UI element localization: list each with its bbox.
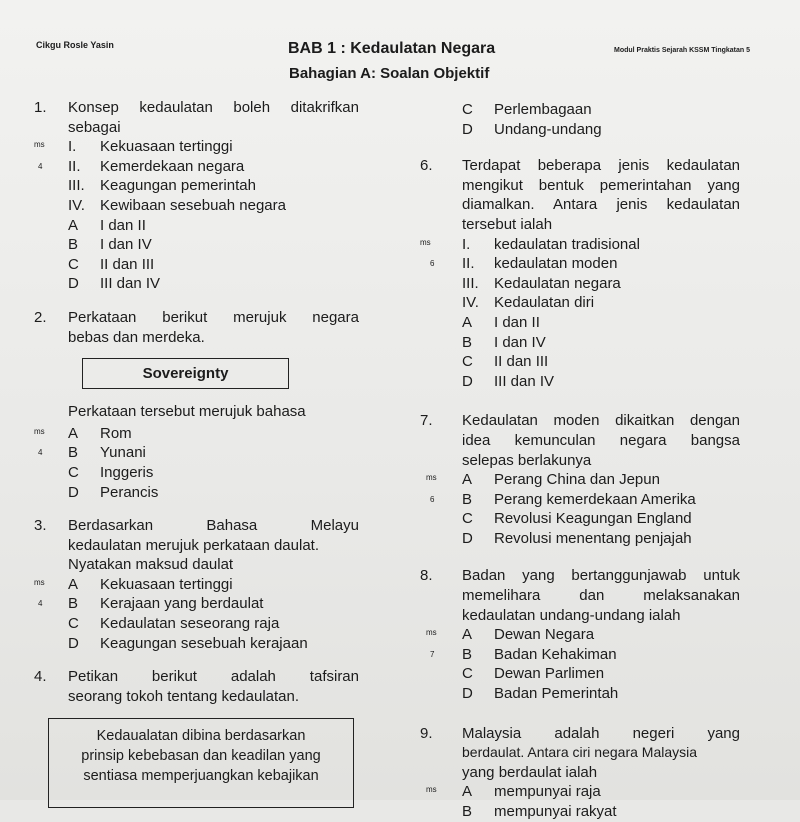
option-letter: D: [462, 372, 473, 390]
question-9: [420, 724, 740, 822]
page-mark: 6: [430, 259, 435, 269]
option-letter: A: [462, 783, 473, 801]
question-stem: Badan yang bertanggunjawab untuk: [462, 567, 740, 585]
option-letter: C: [68, 255, 79, 273]
item-text: Kekuasaan tertinggi: [100, 138, 233, 156]
option-text: I dan IV: [494, 333, 546, 351]
option-text: Perang China dan Jepun: [494, 471, 660, 489]
question-3: [34, 516, 359, 653]
boxed-word: Sovereignty: [142, 365, 229, 383]
question-stem: bebas dan merdeka.: [68, 328, 205, 346]
option-text: Undang-undang: [494, 120, 602, 138]
item-text: Kewibaan sesebuah negara: [100, 196, 286, 214]
item-text: kedaulatan tradisional: [494, 235, 640, 253]
question-7: [420, 411, 740, 548]
option-letter: C: [68, 463, 79, 481]
option-text: Kekuasaan tertinggi: [100, 575, 233, 593]
option-text: Kerajaan yang berdaulat: [100, 595, 264, 613]
ms-note: ms: [426, 628, 437, 638]
question-number: 9.: [420, 724, 433, 742]
question-1: [34, 98, 359, 294]
question-stem: tersebut ialah: [462, 215, 553, 233]
question-stem: seorang tokoh tentang kedaulatan.: [68, 687, 300, 705]
option-text: Revolusi menentang penjajah: [494, 529, 692, 547]
question-number: 2.: [34, 308, 47, 326]
question-5-continued: [420, 100, 740, 139]
item-label: IV.: [462, 294, 479, 312]
item-label: II.: [68, 157, 81, 175]
option-text: Perlembagaan: [494, 101, 592, 118]
option-text: II dan III: [494, 353, 549, 371]
ms-note: ms: [426, 473, 437, 483]
question-stem: kedaulatan merujuk perkataan daulat.: [68, 536, 320, 554]
item-text: Kedaulatan diri: [494, 294, 595, 312]
ms-note: ms: [420, 237, 431, 247]
question-2: [34, 308, 359, 502]
option-text: I dan II: [100, 216, 146, 234]
question-stem: selepas berlakunya: [462, 451, 592, 469]
option-text: Perancis: [100, 483, 159, 501]
option-text: Dewan Parlimen: [494, 665, 605, 683]
question-stem: Berdasarkan Bahasa Melayu: [68, 517, 359, 535]
option-letter: B: [68, 595, 79, 613]
page-mark: 6: [430, 494, 435, 504]
page-mark: 4: [38, 161, 43, 171]
item-text: Kedaulatan negara: [494, 274, 621, 292]
question-number: 1.: [34, 99, 47, 116]
question-stem: berdaulat. Antara ciri negara Malaysia: [462, 744, 698, 761]
question-8: [420, 566, 740, 703]
option-letter: D: [462, 120, 473, 138]
option-letter: A: [462, 313, 473, 331]
ms-note: ms: [34, 140, 45, 150]
item-label: I.: [462, 235, 471, 253]
option-letter: D: [462, 685, 473, 703]
quote-line: sentiasa memperjuangkan kebajikan: [83, 767, 319, 784]
question-stem: Nyatakan maksud daulat: [68, 556, 234, 574]
question-stem: diamalkan. Antara jenis kedaulatan: [462, 196, 740, 214]
chapter-title: BAB 1 : Kedaulatan Negara: [288, 40, 496, 57]
option-letter: A: [68, 216, 79, 234]
option-letter: C: [68, 615, 79, 633]
option-letter: B: [462, 333, 473, 351]
author-name: Cikgu Rosle Yasin: [36, 40, 114, 50]
option-letter: B: [462, 490, 473, 508]
question-stem: idea kemunculan negara bangsa: [462, 431, 740, 449]
option-text: III dan IV: [100, 275, 161, 293]
option-letter: A: [68, 424, 79, 442]
option-text: Badan Pemerintah: [494, 685, 619, 703]
question-prompt: Perkataan tersebut merujuk bahasa: [68, 403, 306, 421]
option-letter: D: [68, 483, 79, 501]
question-4: [34, 667, 359, 808]
left-column: [34, 98, 359, 808]
question-number: 8.: [420, 567, 433, 585]
question-stem: yang berdaulat ialah: [462, 763, 598, 781]
ms-note: ms: [426, 785, 437, 795]
option-letter: A: [68, 575, 79, 593]
item-text: Keagungan pemerintah: [100, 177, 256, 195]
option-letter: A: [462, 626, 473, 644]
option-letter: C: [462, 665, 473, 683]
option-text: mempunyai rakyat: [494, 803, 617, 820]
option-text: Kedaulatan seseorang raja: [100, 615, 280, 633]
option-text: I dan II: [494, 313, 540, 331]
question-stem: kedaulatan undang-undang ialah: [462, 606, 681, 624]
item-label: I.: [68, 138, 77, 156]
question-number: 6.: [420, 157, 433, 175]
option-text: Inggeris: [100, 463, 154, 481]
quote-line: Kedaualatan dibina berdasarkan: [96, 728, 306, 745]
question-stem: memelihara dan melaksanakan: [462, 587, 740, 605]
right-column: [420, 100, 740, 822]
option-letter: B: [462, 645, 473, 663]
question-stem: Malaysia adalah negeri yang: [462, 724, 740, 742]
question-6: [420, 156, 740, 391]
question-number: 7.: [420, 412, 433, 430]
option-letter: C: [462, 353, 473, 371]
question-stem: Terdapat beberapa jenis kedaulatan: [462, 157, 740, 175]
option-text: mempunyai raja: [494, 783, 601, 801]
option-text: I dan IV: [100, 236, 152, 254]
option-letter: D: [68, 634, 79, 652]
word-box: [82, 358, 289, 389]
question-stem: mengikut bentuk pemerintahan yang: [462, 176, 740, 194]
ms-note: ms: [34, 426, 45, 436]
option-text: Rom: [100, 424, 132, 442]
question-number: 3.: [34, 517, 47, 535]
section-title: Bahagian A: Soalan Objektif: [289, 65, 490, 82]
option-letter: B: [462, 803, 473, 820]
option-text: III dan IV: [494, 372, 555, 390]
item-label: II.: [462, 255, 475, 273]
option-text: Revolusi Keagungan England: [494, 510, 692, 528]
item-label: IV.: [68, 196, 85, 214]
item-label: III.: [462, 274, 479, 292]
option-text: Dewan Negara: [494, 626, 595, 644]
option-letter: A: [462, 471, 473, 489]
module-name: Modul Praktis Sejarah KSSM Tingkatan 5: [614, 47, 751, 54]
option-text: Perang kemerdekaan Amerika: [494, 490, 696, 508]
item-label: III.: [68, 177, 85, 195]
option-letter: D: [462, 529, 473, 547]
option-letter: D: [68, 275, 79, 293]
option-text: Badan Kehakiman: [494, 645, 617, 663]
question-stem: Petikan berikut adalah tafsiran: [68, 668, 359, 686]
question-stem: Konsep kedaulatan boleh ditakrifkan: [68, 99, 359, 116]
option-letter: B: [68, 444, 79, 462]
question-stem: Kedaulatan moden dikaitkan dengan: [462, 412, 740, 430]
page-mark: 4: [38, 599, 43, 609]
option-text: Yunani: [100, 444, 146, 462]
quote-box: [48, 718, 354, 808]
ms-note: ms: [34, 577, 45, 587]
option-letter: C: [462, 101, 473, 118]
quote-line: prinsip kebebasan dan keadilan yang: [81, 748, 321, 765]
question-stem: Perkataan berikut merujuk negara: [68, 308, 359, 326]
item-text: kedaulatan moden: [494, 255, 618, 273]
option-letter: B: [68, 236, 79, 254]
question-number: 4.: [34, 668, 47, 686]
question-stem: sebagai: [68, 118, 121, 136]
page-mark: 4: [38, 448, 43, 458]
option-letter: C: [462, 510, 473, 528]
item-text: Kemerdekaan negara: [100, 157, 245, 175]
option-text: Keagungan sesebuah kerajaan: [100, 634, 308, 652]
page-mark: 7: [430, 649, 435, 659]
option-text: II dan III: [100, 255, 155, 273]
